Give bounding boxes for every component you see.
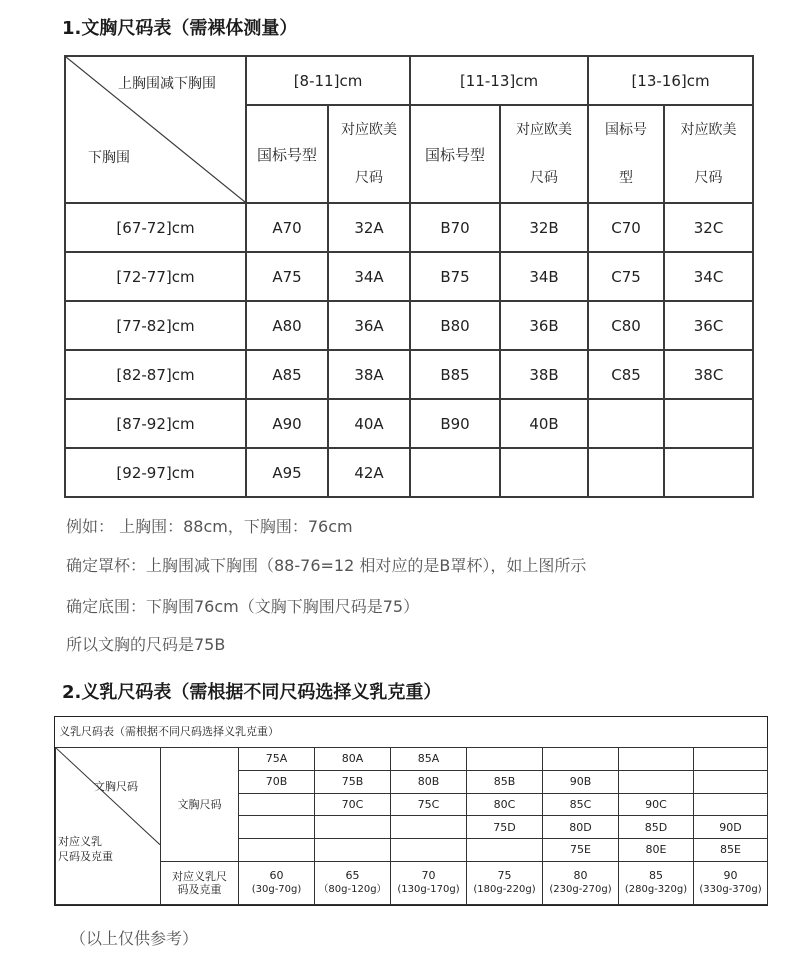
table-row [65,203,753,252]
euro-size-cell: 34B [500,252,588,301]
bra-size-cell [619,770,694,793]
result-note: 所以文胸的尺码是75B [66,635,226,654]
prosthesis-weight-cell: 60 (30g-70g) [239,861,315,904]
national-size-header: 国标号 型 [588,105,664,203]
table-row [65,252,753,301]
bra-size-cell: 80B [391,770,467,793]
euro-size-cell: 32C [664,203,753,252]
upper-minus-lower-label: 上胸围减下胸围 [118,76,216,92]
underbust-range-cell: [82-87]cm [65,350,246,399]
euro-size-header: 对应欧美 尺码 [664,105,753,203]
national-size-cell: A90 [246,399,328,448]
euro-size-cell [664,399,753,448]
section-title-prosthesis-size: 2.义乳尺码表（需根据不同尺码选择义乳克重） [62,682,442,703]
bra-size-cell [543,748,619,771]
euro-size-header: 对应欧美 尺码 [500,105,588,203]
bra-size-cell: 85A [391,748,467,771]
bra-size-cell: 80C [467,793,543,816]
euro-size-cell: 38A [328,350,410,399]
national-size-cell [588,448,664,497]
bra-size-cell: 70C [315,793,391,816]
bra-size-cell: 75A [239,748,315,771]
national-size-cell: C85 [588,350,664,399]
national-size-cell [410,448,500,497]
prosthesis-weight-cell: 65 （80g-120g） [315,861,391,904]
euro-size-cell [664,448,753,497]
bra-size-cell [391,839,467,862]
weight-row [56,861,768,904]
bra-size-cell: 80D [543,816,619,839]
bra-size-cell: 75D [467,816,543,839]
diagonal-line [56,748,160,904]
bra-size-cell: 85C [543,793,619,816]
prosthesis-weight-cell: 70 (130g-170g) [391,861,467,904]
cup-note: 确定罩杯：上胸围减下胸围（88-76=12 相对应的是B罩杯），如上图所示 [66,556,587,575]
national-size-cell: B90 [410,399,500,448]
national-size-cell: A70 [246,203,328,252]
section-title-bra-size: 1.文胸尺码表（需裸体测量） [62,18,298,39]
bra-size-cell [467,839,543,862]
bra-size-cell [239,793,315,816]
national-size-header: 国标号型 [410,105,500,203]
euro-size-cell: 40A [328,399,410,448]
diagonal-header-cell [65,56,246,203]
prosthesis-weight-cell: 80 (230g-270g) [543,861,619,904]
bra-size-cell: 85E [694,839,768,862]
national-size-cell: C80 [588,301,664,350]
national-size-cell: B70 [410,203,500,252]
national-size-cell: A85 [246,350,328,399]
euro-size-cell: 34A [328,252,410,301]
prosthesis-weight-cell: 85 (280g-320g) [619,861,694,904]
euro-size-cell: 32A [328,203,410,252]
bra-size-cell [619,748,694,771]
national-size-cell: C70 [588,203,664,252]
national-size-cell: A95 [246,448,328,497]
euro-size-cell: 32B [500,203,588,252]
bra-size-cell: 85B [467,770,543,793]
national-size-cell: B80 [410,301,500,350]
table-row [65,301,753,350]
reference-footnote: （以上仅供参考） [70,929,199,948]
national-size-cell: C75 [588,252,664,301]
bra-size-cell: 75C [391,793,467,816]
table-row [65,350,753,399]
bra-size-cell: 75B [315,770,391,793]
euro-size-cell: 34C [664,252,753,301]
bra-size-cell [694,793,768,816]
underbust-range-cell: [87-92]cm [65,399,246,448]
euro-size-cell: 42A [328,448,410,497]
band-note: 确定底围：下胸围76cm（文胸下胸围尺码是75） [66,597,420,616]
bra-size-cell: 80A [315,748,391,771]
bra-size-cell: 75E [543,839,619,862]
bra-size-cell [694,748,768,771]
bra-size-cell [391,816,467,839]
euro-size-cell: 36A [328,301,410,350]
bra-size-table [64,55,754,498]
euro-size-cell: 38B [500,350,588,399]
underbust-range-cell: [92-97]cm [65,448,246,497]
prosthesis-weight-cell: 90 (330g-370g) [694,861,768,904]
prosthesis-corner-label: 对应义乳 尺码及克重 [58,835,113,863]
bra-size-cell: 90D [694,816,768,839]
national-size-cell [588,399,664,448]
group-header: [8-11]cm [246,56,410,105]
national-size-cell: B85 [410,350,500,399]
bra-size-cell: 80E [619,839,694,862]
prosthesis-size-table [55,747,768,905]
bra-size-corner-label: 文胸尺码 [94,780,138,793]
underbust-range-cell: [67-72]cm [65,203,246,252]
bra-size-cell [694,770,768,793]
prosthesis-diagonal-cell [56,748,161,905]
bra-size-cell: 90B [543,770,619,793]
euro-size-header: 对应欧美 尺码 [328,105,410,203]
euro-size-cell: 36C [664,301,753,350]
underbust-range-cell: [77-82]cm [65,301,246,350]
bra-size-cell [315,816,391,839]
bra-size-cell [239,816,315,839]
prosthesis-row-label: 对应义乳尺 码及克重 [161,861,239,904]
underbust-range-cell: [72-77]cm [65,252,246,301]
bra-size-cell [315,839,391,862]
euro-size-cell: 38C [664,350,753,399]
bra-size-cell: 90C [619,793,694,816]
national-size-cell: A80 [246,301,328,350]
group-header: [13-16]cm [588,56,753,105]
euro-size-cell: 40B [500,399,588,448]
euro-size-cell: 36B [500,301,588,350]
bra-size-cell [467,748,543,771]
size-row [56,748,768,771]
national-size-header: 国标号型 [246,105,328,203]
prosthesis-table-caption: 义乳尺码表（需根据不同尺码选择义乳克重） [59,725,279,738]
prosthesis-size-table-frame [54,716,768,906]
bra-size-cell: 85D [619,816,694,839]
bra-size-cell [239,839,315,862]
bra-size-cell: 70B [239,770,315,793]
underbust-label: 下胸围 [88,150,130,166]
bra-size-row-label: 文胸尺码 [161,748,239,862]
example-note: 例如： 上胸围：88cm，下胸围：76cm [66,517,353,536]
table-row [65,448,753,497]
table-row [65,399,753,448]
group-header: [11-13]cm [410,56,588,105]
national-size-cell: A75 [246,252,328,301]
prosthesis-weight-cell: 75 (180g-220g) [467,861,543,904]
euro-size-cell [500,448,588,497]
national-size-cell: B75 [410,252,500,301]
